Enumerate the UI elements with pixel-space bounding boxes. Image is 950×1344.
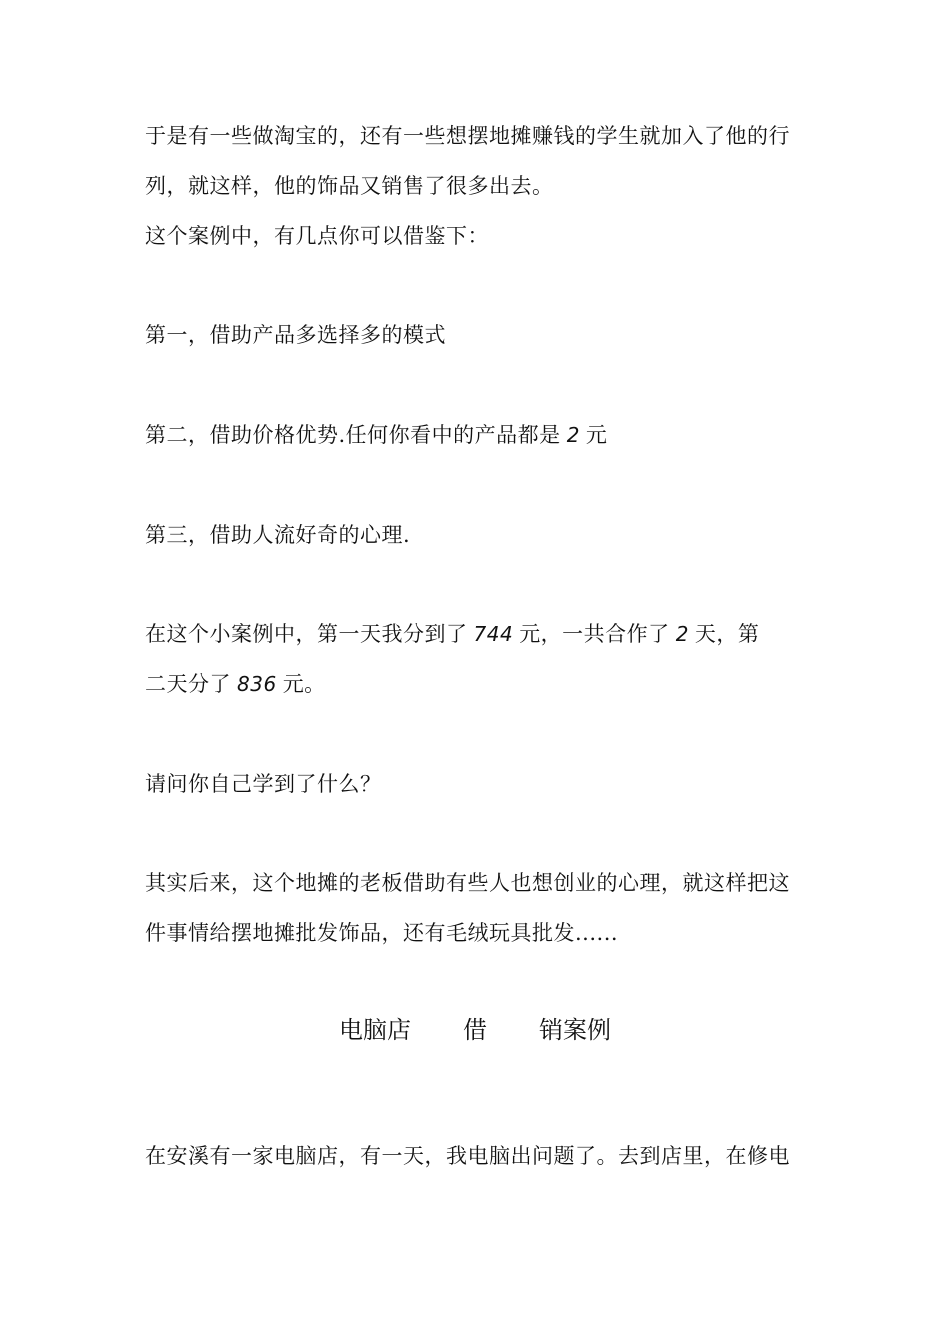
paragraph-line: 于是有一些做淘宝的，还有一些想摆地摊赚钱的学生就加入了他的行 — [145, 124, 790, 148]
point-two — [145, 421, 815, 449]
text-span: 元，一共合作了 — [519, 622, 670, 646]
paragraph-line — [145, 670, 815, 698]
title-part: 借 — [463, 1016, 487, 1044]
paragraph-line: 这个案例中，有几点你可以借鉴下： — [145, 224, 489, 248]
section-title — [0, 1014, 950, 1046]
text-span: 二天分了 — [145, 672, 231, 696]
days-count: 2 — [675, 622, 689, 646]
title-part: 销案例 — [539, 1016, 611, 1044]
text-span: 天，第 — [694, 622, 760, 646]
paragraph-line: 其实后来，这个地摊的老板借助有些人也想创业的心理，就这样把这 — [145, 871, 790, 895]
paragraph-line — [145, 620, 815, 648]
paragraph-line: 列，就这样，他的饰品又销售了很多出去。 — [145, 174, 554, 198]
paragraph-line: 在安溪有一家电脑店，有一天，我电脑出问题了。去到店里，在修电 — [145, 1144, 790, 1168]
price-unit: 元 — [585, 423, 608, 447]
title-part: 电脑店 — [339, 1016, 411, 1044]
text-span: 在这个小案例中，第一天我分到了 — [145, 622, 468, 646]
text-span: 元。 — [282, 672, 326, 696]
second-day-amount: 836 — [237, 672, 277, 696]
point-one: 第一，借助产品多选择多的模式 — [145, 323, 446, 347]
price-number: 2 — [566, 423, 580, 447]
point-three: 第三，借助人流好奇的心理. — [145, 523, 411, 547]
paragraph-line: 件事情给摆地摊批发饰品，还有毛绒玩具批发...... — [145, 921, 619, 945]
point-two-text: 第二，借助价格优势.任何你看中的产品都是 — [145, 423, 561, 447]
question-line: 请问你自己学到了什么？ — [145, 772, 382, 796]
first-day-amount: 744 — [473, 622, 514, 646]
